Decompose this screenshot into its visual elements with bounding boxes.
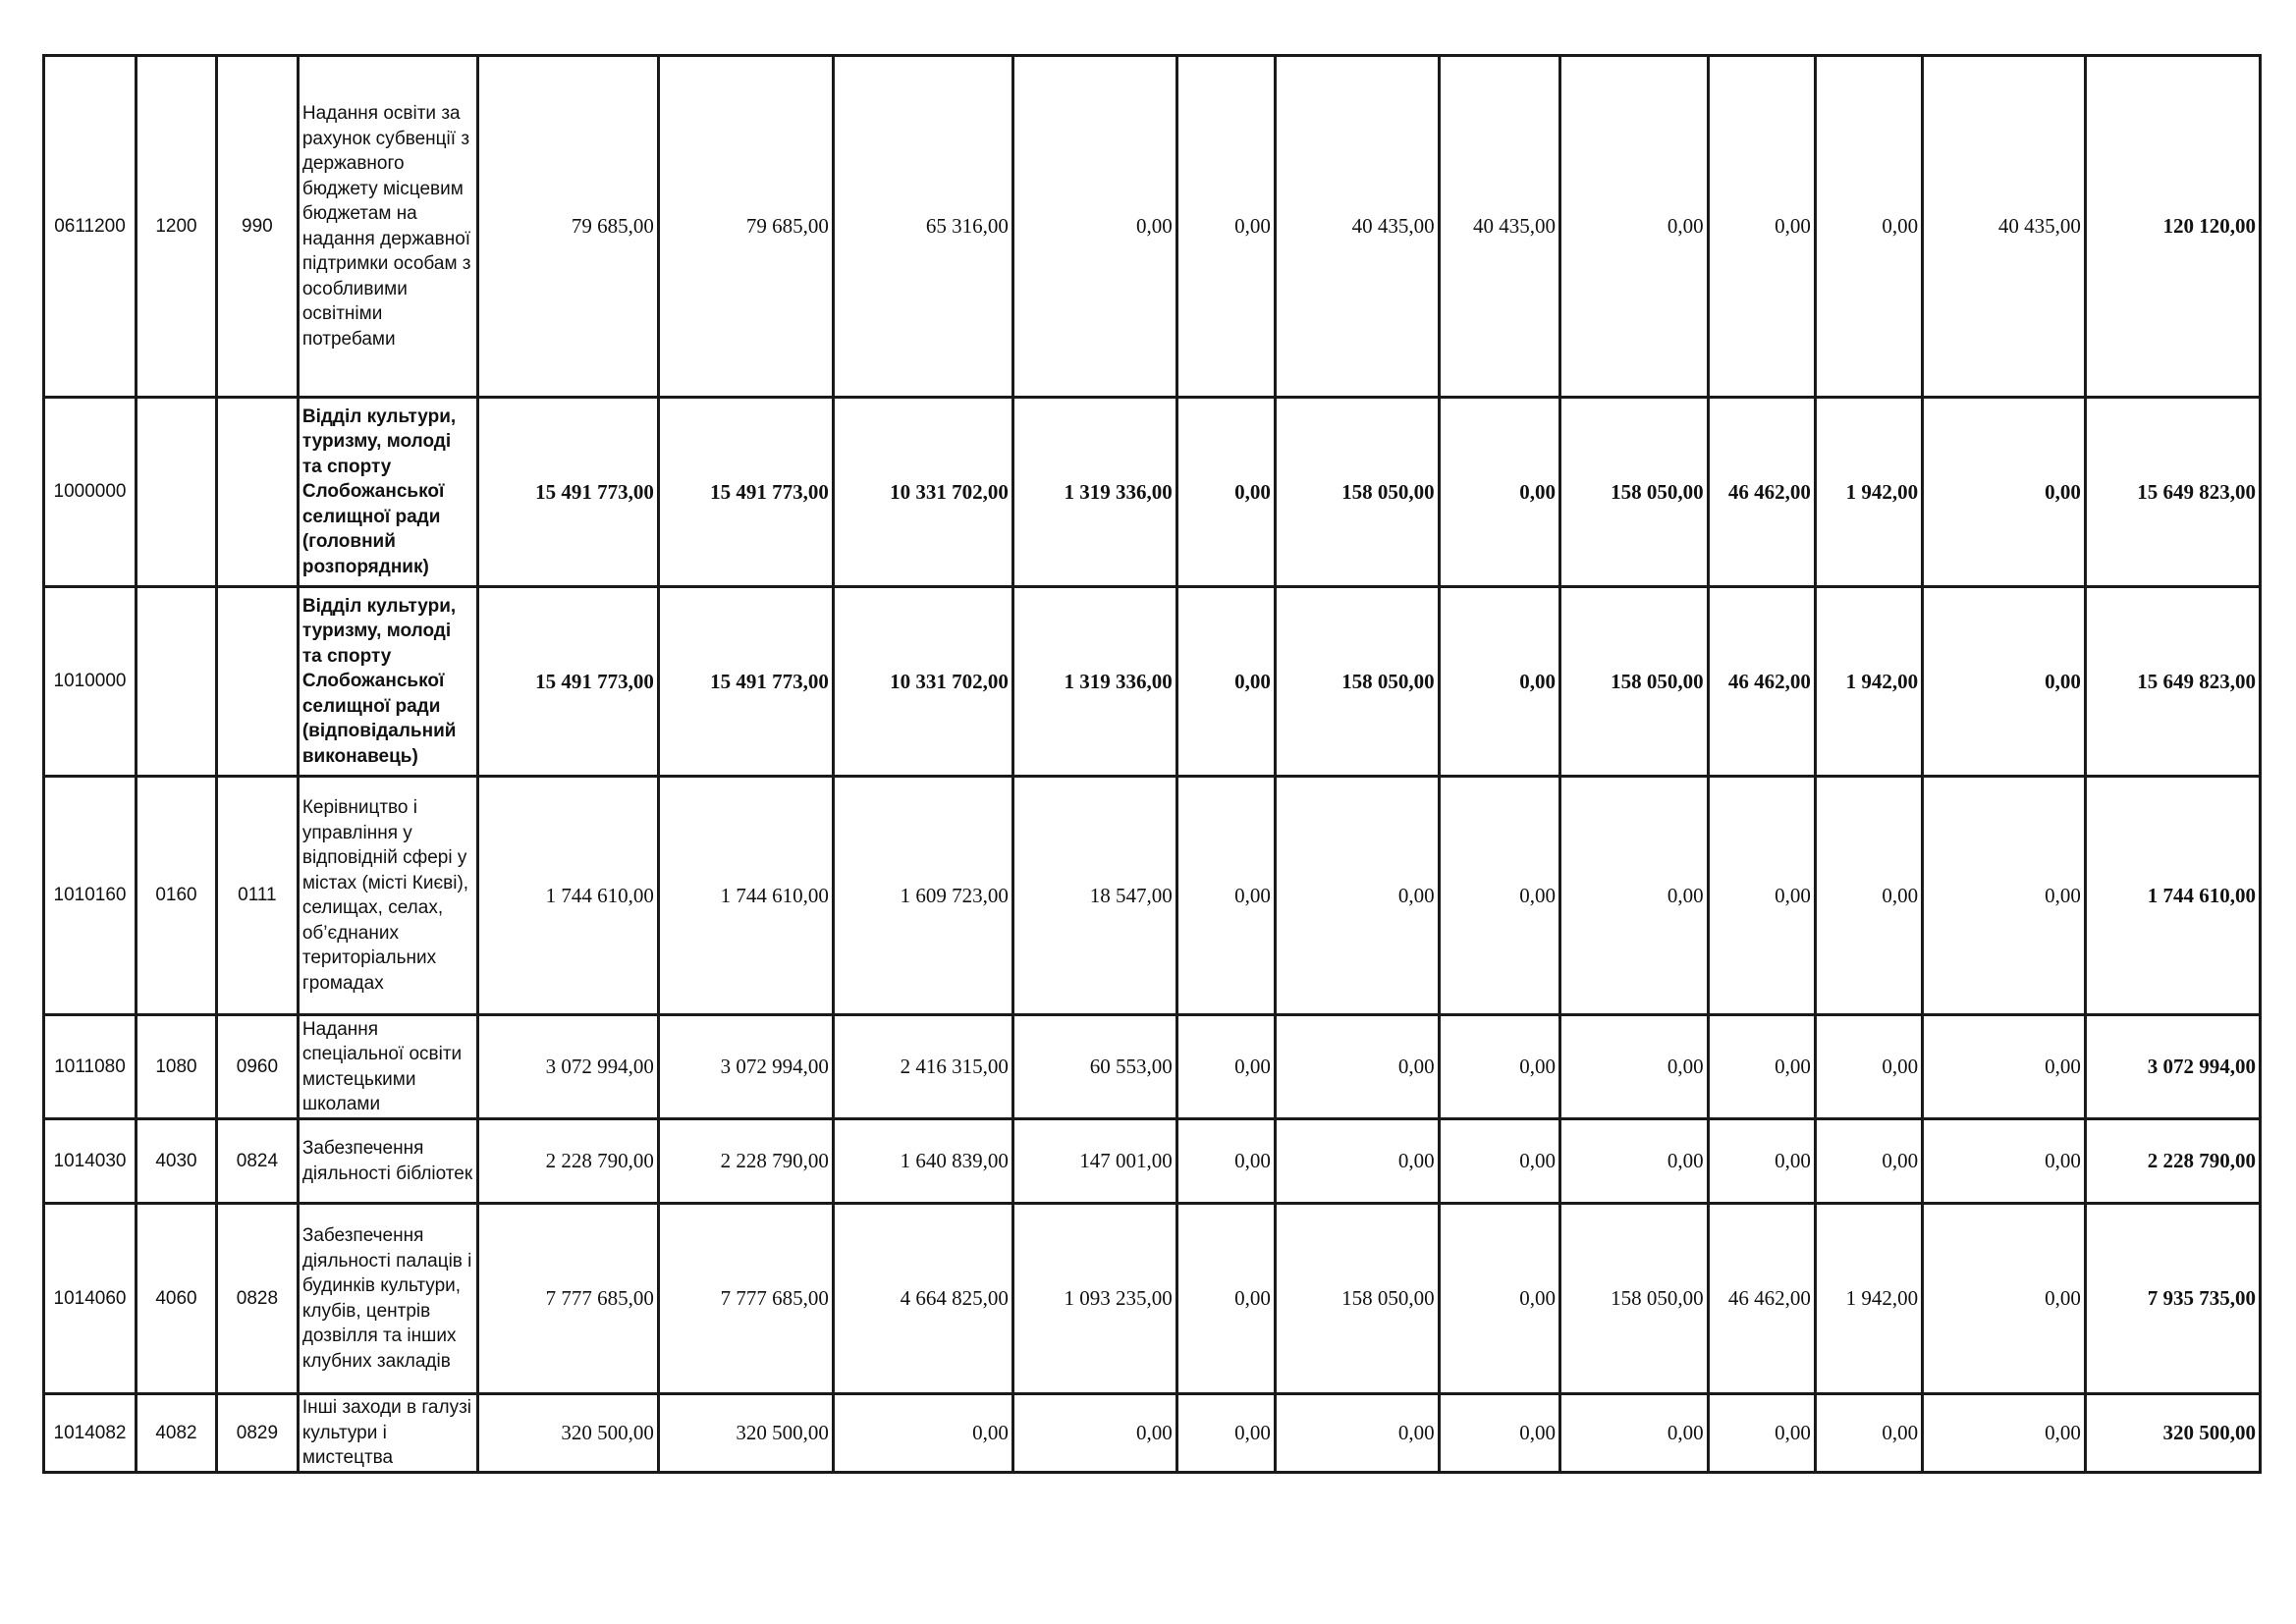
program-code-cell: 0611200 [44, 56, 137, 398]
amount-cell: 0,00 [1012, 1394, 1176, 1473]
function-code-cell: 0960 [216, 1015, 298, 1119]
program-code-cell: 1014060 [44, 1204, 137, 1394]
function-code-cell [216, 398, 298, 587]
amount-cell: 1 319 336,00 [1012, 587, 1176, 777]
amount-cell: 0,00 [1923, 777, 2086, 1015]
amount-cell: 15 491 773,00 [658, 398, 833, 587]
function-code-cell: 0828 [216, 1204, 298, 1394]
amount-cell: 158 050,00 [1275, 587, 1439, 777]
typical-program-code-cell: 1200 [137, 56, 217, 398]
program-name-cell: Відділ культури, туризму, молоді та спорту Слобожанської селищної ради (відповідальний виконавець) [298, 587, 477, 777]
amount-cell: 0,00 [1708, 56, 1815, 398]
program-name-cell: Керівництво і управління у відповідній сфері у містах (місті Києві), селищах, селах, об’єднаних територіальних громадах [298, 777, 477, 1015]
typical-program-code-cell: 4082 [137, 1394, 217, 1473]
amount-cell: 15 491 773,00 [477, 398, 658, 587]
table-row [44, 1015, 2261, 1119]
amount-cell: 158 050,00 [1560, 1204, 1709, 1394]
program-code-cell: 1010000 [44, 587, 137, 777]
amount-cell: 65 316,00 [833, 56, 1012, 398]
table-row [44, 1394, 2261, 1473]
amount-cell: 0,00 [1560, 1394, 1709, 1473]
amount-cell: 79 685,00 [658, 56, 833, 398]
amount-cell: 3 072 994,00 [477, 1015, 658, 1119]
amount-cell: 0,00 [1176, 1119, 1275, 1204]
amount-cell: 0,00 [1439, 398, 1559, 587]
amount-cell: 0,00 [1815, 777, 1922, 1015]
amount-cell: 0,00 [1439, 1119, 1559, 1204]
amount-cell: 4 664 825,00 [833, 1204, 1012, 1394]
amount-cell: 0,00 [1923, 398, 2086, 587]
amount-cell: 46 462,00 [1708, 398, 1815, 587]
amount-cell: 0,00 [1815, 1119, 1922, 1204]
program-name-cell: Забезпечення діяльності палаців і будинків культури, клубів, центрів дозвілля та інших клубних закладів [298, 1204, 477, 1394]
amount-cell: 2 416 315,00 [833, 1015, 1012, 1119]
amount-cell: 18 547,00 [1012, 777, 1176, 1015]
amount-cell: 1 942,00 [1815, 1204, 1922, 1394]
amount-cell: 0,00 [1439, 1204, 1559, 1394]
amount-cell: 158 050,00 [1275, 1204, 1439, 1394]
typical-program-code-cell: 4060 [137, 1204, 217, 1394]
table-body [44, 56, 2261, 1473]
amount-cell: 0,00 [1923, 1015, 2086, 1119]
amount-cell: 0,00 [1439, 777, 1559, 1015]
budget-table [42, 54, 2262, 1474]
program-name-cell: Відділ культури, туризму, молоді та спорту Слобожанської селищної ради (головний розпорядник) [298, 398, 477, 587]
amount-cell: 0,00 [1275, 1119, 1439, 1204]
amount-cell: 10 331 702,00 [833, 587, 1012, 777]
total-amount-cell: 15 649 823,00 [2085, 398, 2260, 587]
function-code-cell: 0111 [216, 777, 298, 1015]
typical-program-code-cell: 0160 [137, 777, 217, 1015]
program-code-cell: 1011080 [44, 1015, 137, 1119]
amount-cell: 0,00 [1923, 1119, 2086, 1204]
amount-cell: 1 319 336,00 [1012, 398, 1176, 587]
amount-cell: 1 640 839,00 [833, 1119, 1012, 1204]
amount-cell: 0,00 [1176, 398, 1275, 587]
amount-cell: 0,00 [833, 1394, 1012, 1473]
amount-cell: 15 491 773,00 [477, 587, 658, 777]
amount-cell: 0,00 [1439, 587, 1559, 777]
amount-cell: 0,00 [1275, 1015, 1439, 1119]
amount-cell: 46 462,00 [1708, 1204, 1815, 1394]
program-name-cell: Інші заходи в галузі культури і мистецтва [298, 1394, 477, 1473]
amount-cell: 2 228 790,00 [477, 1119, 658, 1204]
amount-cell: 79 685,00 [477, 56, 658, 398]
amount-cell: 0,00 [1708, 1394, 1815, 1473]
amount-cell: 3 072 994,00 [658, 1015, 833, 1119]
amount-cell: 0,00 [1275, 777, 1439, 1015]
program-name-cell: Надання спеціальної освіти мистецькими школами [298, 1015, 477, 1119]
amount-cell: 7 777 685,00 [658, 1204, 833, 1394]
amount-cell: 320 500,00 [658, 1394, 833, 1473]
typical-program-code-cell [137, 587, 217, 777]
table-row [44, 777, 2261, 1015]
amount-cell: 40 435,00 [1275, 56, 1439, 398]
total-amount-cell: 120 120,00 [2085, 56, 2260, 398]
function-code-cell: 0829 [216, 1394, 298, 1473]
amount-cell: 0,00 [1923, 1204, 2086, 1394]
amount-cell: 0,00 [1560, 777, 1709, 1015]
amount-cell: 7 777 685,00 [477, 1204, 658, 1394]
table-row [44, 1119, 2261, 1204]
amount-cell: 320 500,00 [477, 1394, 658, 1473]
amount-cell: 158 050,00 [1560, 587, 1709, 777]
amount-cell: 158 050,00 [1275, 398, 1439, 587]
function-code-cell: 0824 [216, 1119, 298, 1204]
amount-cell: 0,00 [1439, 1394, 1559, 1473]
amount-cell: 0,00 [1560, 1119, 1709, 1204]
amount-cell: 0,00 [1708, 1119, 1815, 1204]
table-row [44, 56, 2261, 398]
typical-program-code-cell: 1080 [137, 1015, 217, 1119]
program-code-cell: 1010160 [44, 777, 137, 1015]
function-code-cell: 990 [216, 56, 298, 398]
amount-cell: 0,00 [1439, 1015, 1559, 1119]
amount-cell: 0,00 [1176, 777, 1275, 1015]
amount-cell: 0,00 [1560, 1015, 1709, 1119]
program-code-cell: 1000000 [44, 398, 137, 587]
amount-cell: 0,00 [1923, 1394, 2086, 1473]
amount-cell: 2 228 790,00 [658, 1119, 833, 1204]
table-row [44, 1204, 2261, 1394]
amount-cell: 1 744 610,00 [658, 777, 833, 1015]
total-amount-cell: 3 072 994,00 [2085, 1015, 2260, 1119]
amount-cell: 15 491 773,00 [658, 587, 833, 777]
amount-cell: 1 609 723,00 [833, 777, 1012, 1015]
amount-cell: 0,00 [1176, 1015, 1275, 1119]
amount-cell: 1 942,00 [1815, 398, 1922, 587]
amount-cell: 0,00 [1176, 587, 1275, 777]
amount-cell: 0,00 [1176, 56, 1275, 398]
program-code-cell: 1014030 [44, 1119, 137, 1204]
amount-cell: 40 435,00 [1439, 56, 1559, 398]
amount-cell: 0,00 [1708, 777, 1815, 1015]
amount-cell: 0,00 [1815, 1015, 1922, 1119]
program-name-cell: Забезпечення діяльності бібліотек [298, 1119, 477, 1204]
total-amount-cell: 7 935 735,00 [2085, 1204, 2260, 1394]
amount-cell: 0,00 [1815, 1394, 1922, 1473]
table-row [44, 398, 2261, 587]
total-amount-cell: 2 228 790,00 [2085, 1119, 2260, 1204]
amount-cell: 0,00 [1560, 56, 1709, 398]
total-amount-cell: 15 649 823,00 [2085, 587, 2260, 777]
amount-cell: 1 093 235,00 [1012, 1204, 1176, 1394]
amount-cell: 1 744 610,00 [477, 777, 658, 1015]
amount-cell: 60 553,00 [1012, 1015, 1176, 1119]
amount-cell: 1 942,00 [1815, 587, 1922, 777]
table-row [44, 587, 2261, 777]
program-name-cell: Надання освіти за рахунок субвенції з державного бюджету місцевим бюджетам на надання державної підтримки особам з особливими освітніми потребами [298, 56, 477, 398]
amount-cell: 40 435,00 [1923, 56, 2086, 398]
amount-cell: 0,00 [1275, 1394, 1439, 1473]
amount-cell: 0,00 [1176, 1394, 1275, 1473]
function-code-cell [216, 587, 298, 777]
amount-cell: 10 331 702,00 [833, 398, 1012, 587]
typical-program-code-cell: 4030 [137, 1119, 217, 1204]
amount-cell: 0,00 [1815, 56, 1922, 398]
amount-cell: 0,00 [1708, 1015, 1815, 1119]
program-code-cell: 1014082 [44, 1394, 137, 1473]
amount-cell: 0,00 [1012, 56, 1176, 398]
amount-cell: 46 462,00 [1708, 587, 1815, 777]
total-amount-cell: 1 744 610,00 [2085, 777, 2260, 1015]
amount-cell: 158 050,00 [1560, 398, 1709, 587]
total-amount-cell: 320 500,00 [2085, 1394, 2260, 1473]
amount-cell: 147 001,00 [1012, 1119, 1176, 1204]
amount-cell: 0,00 [1923, 587, 2086, 777]
typical-program-code-cell [137, 398, 217, 587]
amount-cell: 0,00 [1176, 1204, 1275, 1394]
